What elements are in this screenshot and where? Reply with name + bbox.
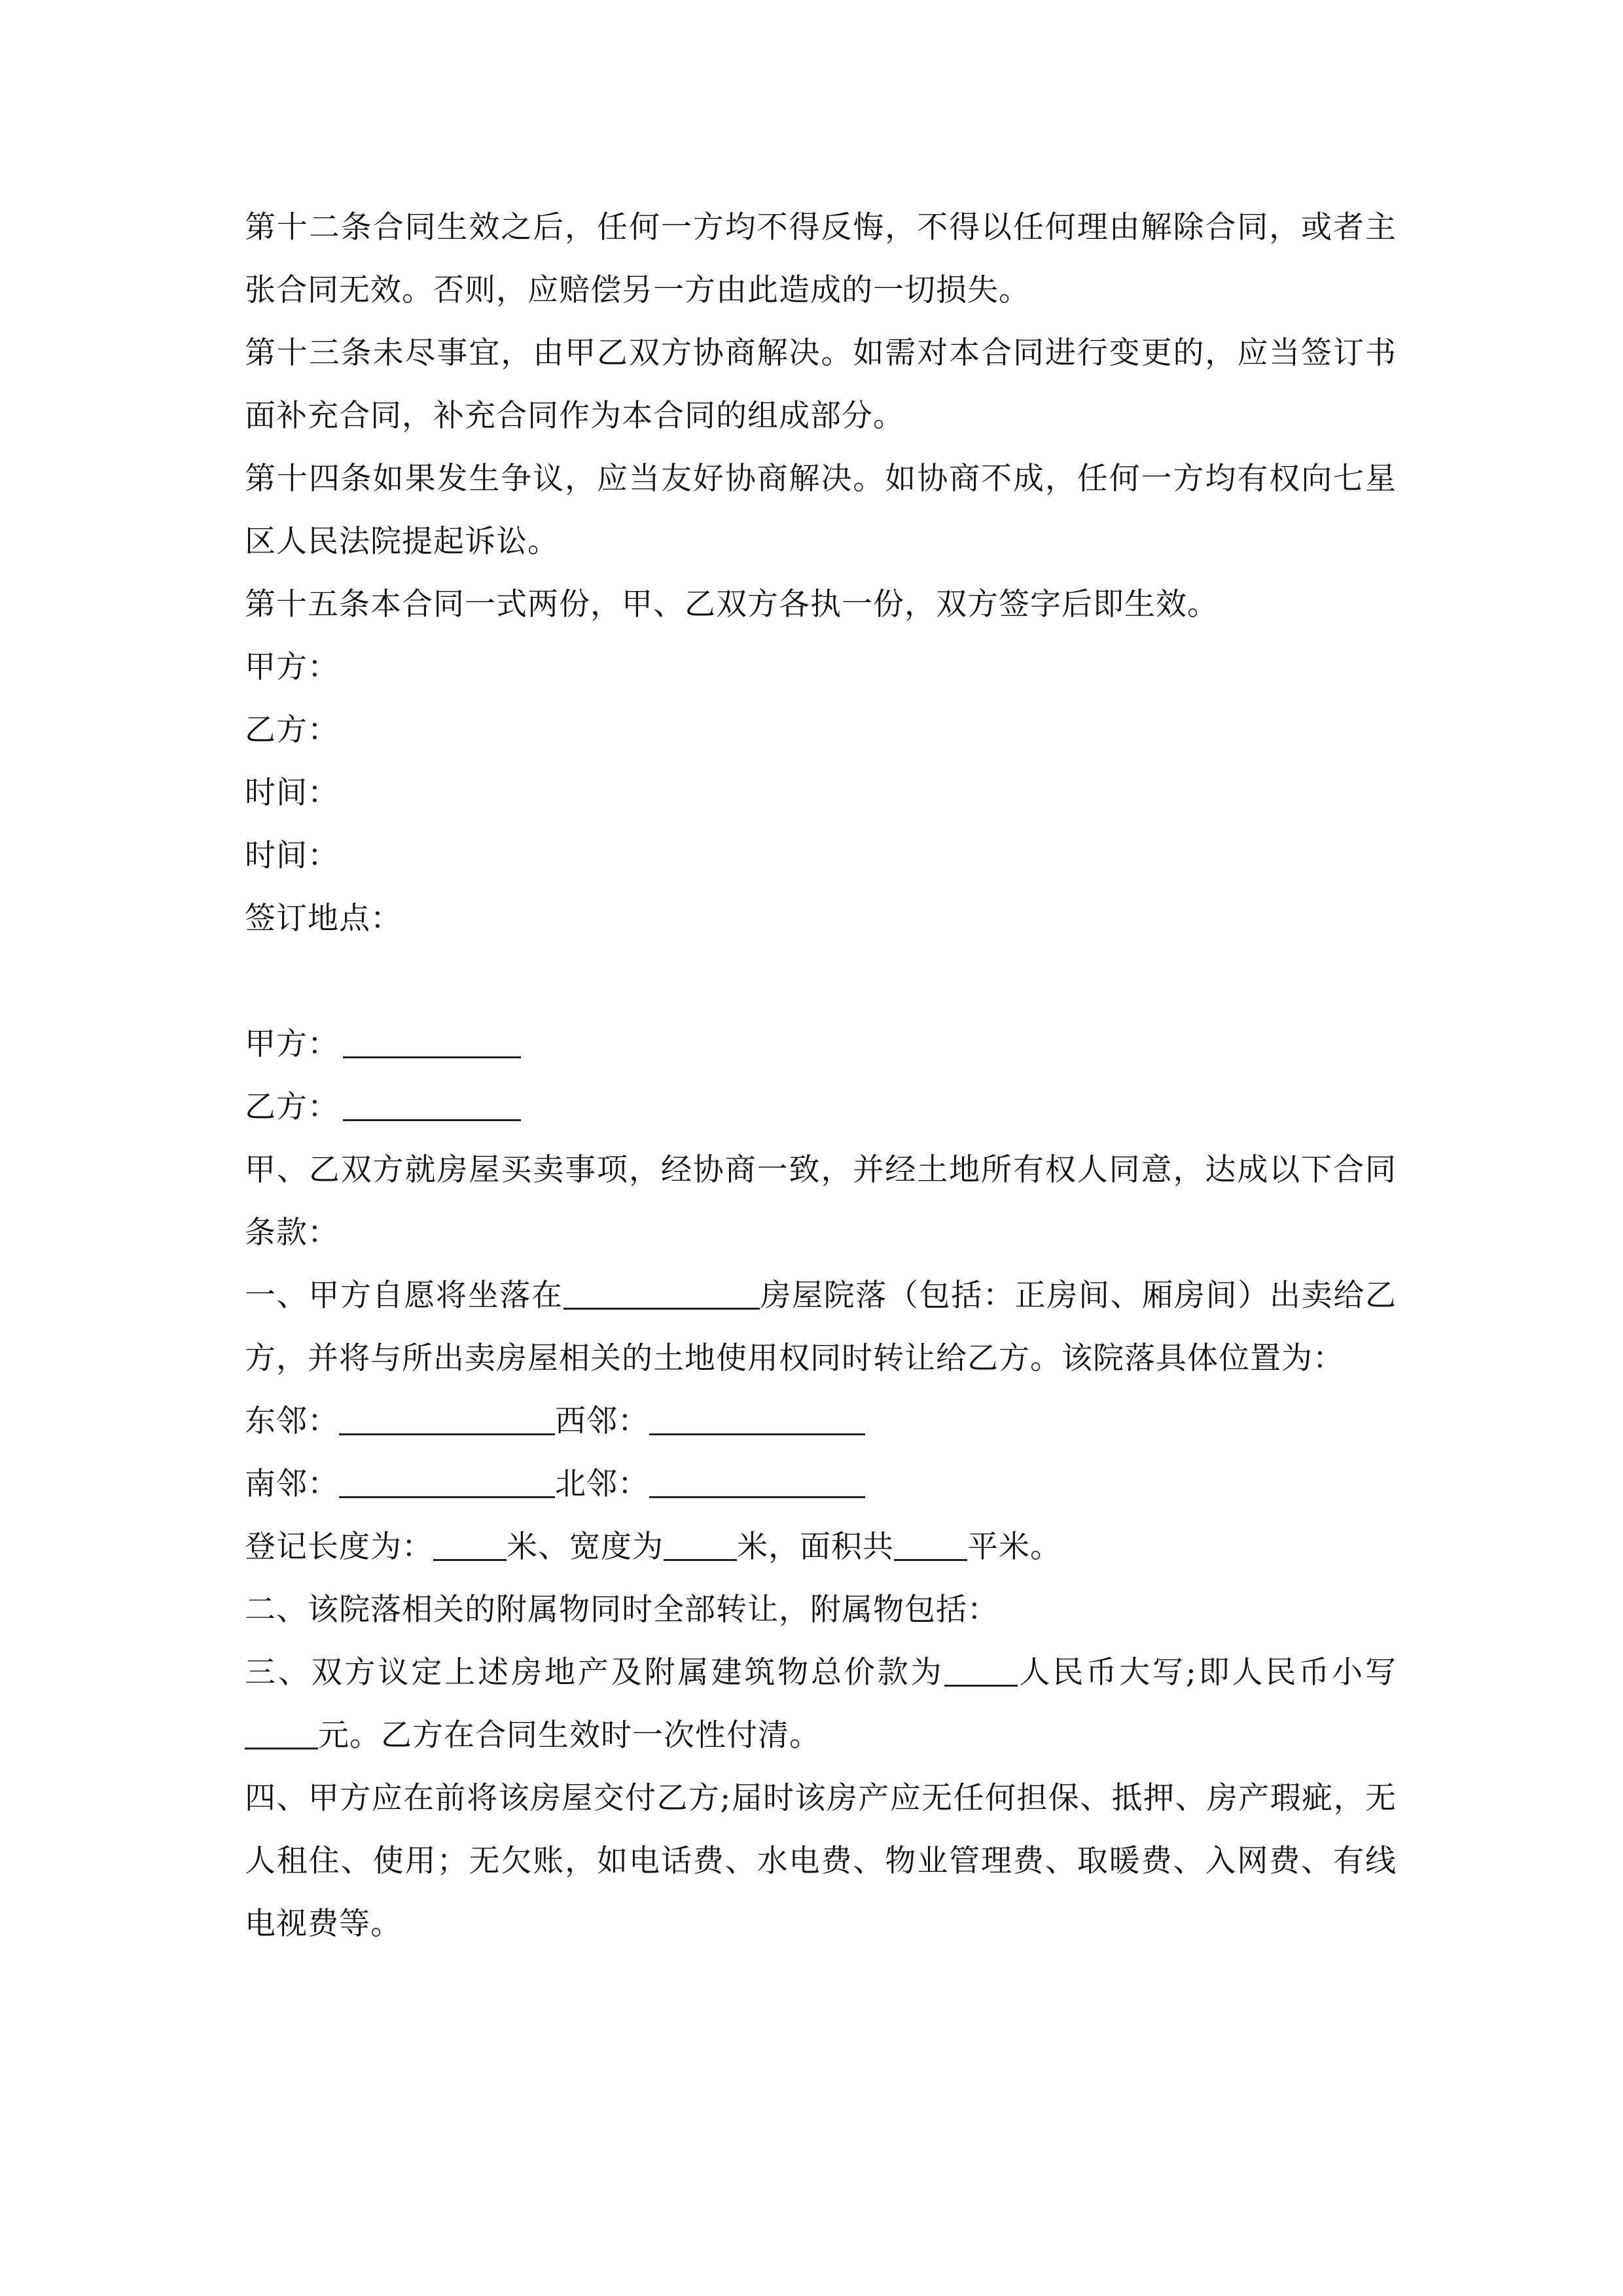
north-label: 北邻：	[555, 1466, 649, 1502]
signoff-place: 签订地点：	[245, 901, 402, 937]
north-blank	[649, 1467, 865, 1498]
area-unit: 平米。	[967, 1529, 1061, 1565]
item-1-prefix: 一、甲方自愿将坐落在	[245, 1278, 563, 1314]
width-unit: 米，面积共	[737, 1529, 894, 1565]
area-blank	[894, 1530, 967, 1561]
item-4: 四、甲方应在前将该房屋交付乙方;届时该房产应无任何担保、抵押、房产瑕疵，无人租住、使用；无欠账，如电话费、水电费、物业管理费、取暖费、入网费、有线电视费等。	[245, 1780, 1397, 1942]
east-blank	[339, 1405, 555, 1435]
contract-party-b	[245, 1076, 1397, 1139]
section-gap	[245, 950, 1397, 1013]
west-label: 西邻：	[555, 1403, 649, 1439]
party-a-blank	[343, 1028, 521, 1058]
area-line	[245, 1516, 1397, 1579]
west-blank	[649, 1405, 865, 1435]
east-label: 东邻：	[245, 1403, 339, 1439]
item-3-suffix: 元。乙方在合同生效时一次性付清。	[318, 1717, 821, 1753]
clause-12: 第十二条合同生效之后，任何一方均不得反悔，不得以任何理由解除合同，或者主张合同无效。否则，应赔偿另一方由此造成的一切损失。	[245, 209, 1397, 308]
party-a-label: 甲方：	[245, 1026, 339, 1062]
item-2: 二、该院落相关的附属物同时全部转让，附属物包括：	[245, 1592, 999, 1628]
clause-14: 第十四条如果发生争议，应当友好协商解决。如协商不成，任何一方均有权向七星区人民法院提起诉讼。	[245, 461, 1397, 560]
clause-15: 第十五条本合同一式两份，甲、乙双方各执一份，双方签字后即生效。	[245, 586, 1219, 622]
party-b-label: 乙方：	[245, 1089, 339, 1125]
signoff-party-b: 乙方：	[245, 712, 339, 748]
south-north-neighbors	[245, 1453, 1397, 1516]
south-blank	[339, 1467, 555, 1498]
item-3-prefix: 三、双方议定上述房地产及附属建筑物总价款为	[245, 1655, 944, 1691]
contract-party-a	[245, 1013, 1397, 1076]
length-blank	[433, 1530, 507, 1561]
price-upper-blank	[944, 1656, 1018, 1687]
clause-13: 第十三条未尽事宜，由甲乙双方协商解决。如需对本合同进行变更的，应当签订书面补充合同，补充合同作为本合同的组成部分。	[245, 335, 1397, 434]
area-prefix: 登记长度为：	[245, 1529, 433, 1565]
signoff-party-a: 甲方：	[245, 649, 339, 685]
document-body	[245, 196, 1397, 1956]
item-3-mid: 人民币大写;即人民币小写	[1017, 1655, 1397, 1691]
price-lower-blank	[245, 1719, 318, 1749]
item-3	[245, 1641, 1397, 1767]
signoff-time: 时间：	[245, 838, 339, 874]
party-b-blank	[343, 1090, 521, 1121]
item-1-suffix: 房屋院落（包括：正房间、厢房间）出卖给乙方，并将与所出卖房屋相关的土地使用权同时转让给乙方。该院落具体位置为：	[245, 1278, 1397, 1376]
contract-intro: 甲、乙双方就房屋买卖事项，经协商一致，并经土地所有权人同意，达成以下合同条款：	[245, 1152, 1397, 1251]
south-label: 南邻：	[245, 1466, 339, 1502]
location-blank	[563, 1279, 760, 1310]
east-west-neighbors	[245, 1390, 1397, 1453]
item-1	[245, 1265, 1397, 1390]
signoff-time: 时间：	[245, 775, 339, 811]
width-blank	[664, 1530, 737, 1561]
length-unit: 米、宽度为	[507, 1529, 664, 1565]
